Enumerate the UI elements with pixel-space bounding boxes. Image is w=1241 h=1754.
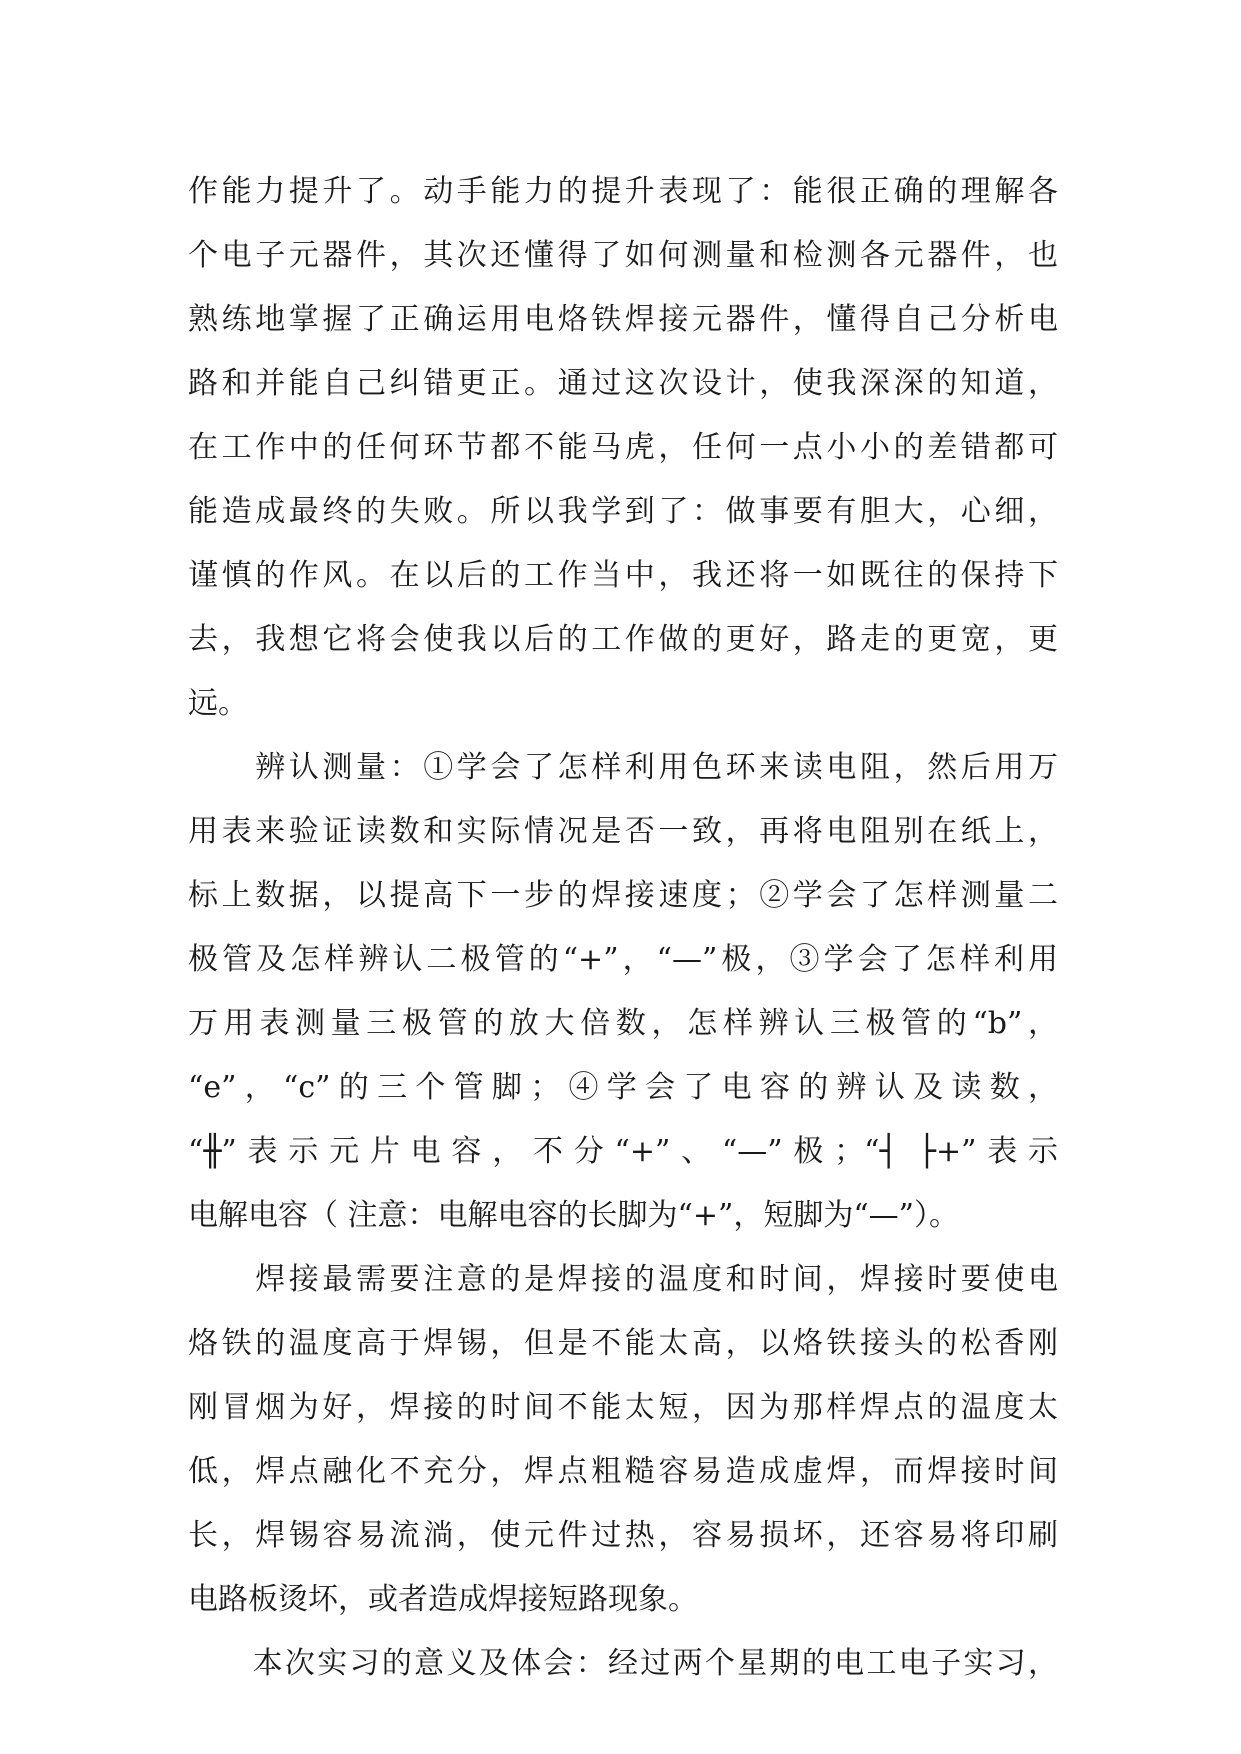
paragraph-2-line-5: 万用表测量三极管的放大倍数，怎样辨认三极管的“b”， bbox=[188, 1006, 1058, 1041]
paragraph-2-line-3: 标上数据，以提高下一步的焊接速度；②学会了怎样测量二 bbox=[188, 878, 1058, 913]
paragraph-1-line-1: 作能力提升了。动手能力的提升表现了：能很正确的理解各 bbox=[188, 174, 1058, 209]
body-text bbox=[188, 160, 1058, 1696]
paragraph-2-line-7: “╫”表示元片电容，不分“+”、“—”极；“┤ ├+”表示 bbox=[188, 1134, 1058, 1169]
paragraph-3-line-2: 烙铁的温度高于焊锡，但是不能太高，以烙铁接头的松香刚 bbox=[188, 1326, 1058, 1361]
paragraph-1-line-8: 去，我想它将会使我以后的工作做的更好，路走的更宽，更 bbox=[188, 622, 1058, 657]
paragraph-3-line-6: 电路板烫坏，或者造成焊接短路现象。 bbox=[188, 1582, 698, 1617]
paragraph-4-line-1: 本次实习的意义及体会：经过两个星期的电工电子实习， bbox=[188, 1646, 1058, 1681]
paragraph-1-line-4: 路和并能自己纠错更正。通过这次设计，使我深深的知道， bbox=[188, 366, 1058, 401]
paragraph-3-line-3: 刚冒烟为好，焊接的时间不能太短，因为那样焊点的温度太 bbox=[188, 1390, 1058, 1425]
paragraph-1-line-9: 远。 bbox=[188, 686, 248, 721]
paragraph-1-line-2: 个电子元器件，其次还懂得了如何测量和检测各元器件，也 bbox=[188, 238, 1058, 273]
paragraph-2-line-2: 用表来验证读数和实际情况是否一致，再将电阻别在纸上， bbox=[188, 814, 1058, 849]
paragraph-2-line-4: 极管及怎样辨认二极管的“+”，“—”极，③学会了怎样利用 bbox=[188, 942, 1058, 977]
paragraph-3-line-4: 低，焊点融化不充分，焊点粗糙容易造成虚焊，而焊接时间 bbox=[188, 1454, 1058, 1489]
paragraph-3-line-1: 焊接最需要注意的是焊接的温度和时间，焊接时要使电 bbox=[188, 1262, 1058, 1297]
paragraph-2-line-1: 辨认测量：①学会了怎样利用色环来读电阻，然后用万 bbox=[188, 750, 1058, 785]
paragraph-3-line-5: 长，焊锡容易流淌，使元件过热，容易损坏，还容易将印刷 bbox=[188, 1518, 1058, 1553]
paragraph-1-line-5: 在工作中的任何环节都不能马虎，任何一点小小的差错都可 bbox=[188, 430, 1058, 465]
paragraph-2-line-8: 电解电容（ 注意：电解电容的长脚为“+”，短脚为“—”）。 bbox=[188, 1198, 960, 1233]
paragraph-2-line-6: “e”，“c”的三个管脚；④学会了电容的辨认及读数， bbox=[188, 1070, 1058, 1105]
paragraph-1-line-3: 熟练地掌握了正确运用电烙铁焊接元器件，懂得自己分析电 bbox=[188, 302, 1058, 337]
paragraph-1-line-7: 谨慎的作风。在以后的工作当中，我还将一如既往的保持下 bbox=[188, 558, 1058, 593]
paragraph-1-line-6: 能造成最终的失败。所以我学到了：做事要有胆大，心细， bbox=[188, 494, 1058, 529]
